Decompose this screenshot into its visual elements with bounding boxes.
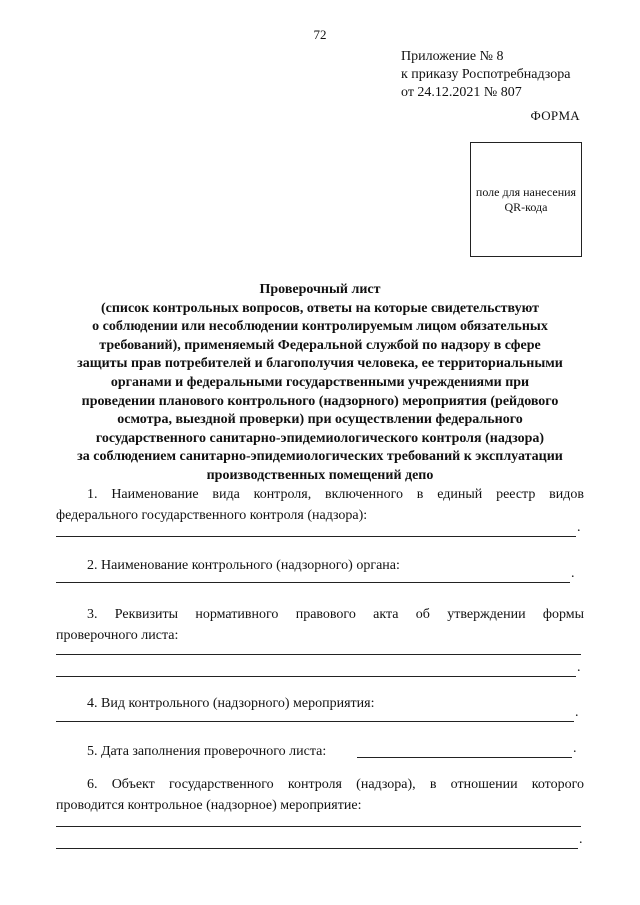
title-line: (список контрольных вопросов, ответы на которые свидетельствуют [100,300,540,316]
appendix-line-2: к приказу Роспотребнадзора [401,67,571,82]
item-1-line-2: федерального государственного контроля (надзора): [56,508,368,523]
title-line: Проверочный лист [259,282,381,297]
item-6-end-mark: . [579,832,583,847]
form-label: ФОРМА [530,108,580,123]
item-6-answer-line-1[interactable] [56,826,581,827]
item-4-end-mark: . [575,705,579,720]
item-5-date-field[interactable] [357,757,572,758]
title-line: осмотра, выездной проверки) при осуществлении федерального [117,412,523,428]
item-5-line-1: 5. Дата заполнения проверочного листа: [87,744,327,759]
item-4 [56,693,584,714]
qr-code-field [470,142,582,257]
qr-box-line-1: поле для нанесения [475,184,577,199]
item-4-line-1: 4. Вид контрольного (надзорного) мероприятия: [87,696,375,711]
item-1 [56,484,584,526]
item-6 [56,774,584,816]
item-5-end-mark: . [573,741,577,756]
title-line: производственных помещений депо [206,467,434,483]
item-3-line-2: проверочного листа: [56,628,179,643]
item-1-end-mark: . [577,520,581,535]
item-6-line-1: 6. Объект государственного контроля (надзора), в отношении которого [87,777,584,792]
item-2-answer-line[interactable] [56,582,570,583]
appendix-header [401,48,570,102]
item-4-answer-line[interactable] [56,721,574,722]
item-1-answer-line[interactable] [56,536,576,537]
item-3-answer-line-2[interactable] [56,676,576,677]
item-3 [56,604,584,646]
item-3-line-1: 3. Реквизиты нормативного правового акта об утверждении формы [87,607,584,622]
checklist-title [56,281,584,486]
page-number: 72 [313,27,327,42]
title-line: за соблюдением санитарно-эпидемиологических требований к эксплуатации [77,449,563,465]
item-2 [56,555,584,576]
title-line: о соблюдении или несоблюдении контролируемым лицом обязательных [92,319,548,335]
item-2-line-1: 2. Наименование контрольного (надзорного) органа: [87,558,400,573]
item-2-end-mark: . [571,566,575,581]
title-line: защиты прав потребителей и благополучия человека, ее территориальными [77,356,563,372]
title-line: органами и федеральными государственными учреждениями при [110,374,530,390]
item-6-line-2: проводится контрольное (надзорное) мероприятие: [56,798,362,813]
item-6-answer-line-2[interactable] [56,848,578,849]
item-3-answer-line-1[interactable] [56,654,581,655]
appendix-line-1: Приложение № 8 [401,49,504,64]
item-3-end-mark: . [577,660,581,675]
item-1-line-1: 1. Наименование вида контроля, включенного в единый реестр видов [87,487,584,502]
appendix-line-3: от 24.12.2021 № 807 [401,85,522,100]
title-line: государственного санитарно-эпидемиологического контроля (надзора) [95,430,545,446]
title-line: требований), применяемый Федеральной службой по надзору в сфере [99,337,541,353]
item-5 [56,741,584,762]
title-line: проведении планового контрольного (надзорного) мероприятия (рейдового [81,393,559,409]
qr-box-line-2: QR-кода [504,199,548,214]
